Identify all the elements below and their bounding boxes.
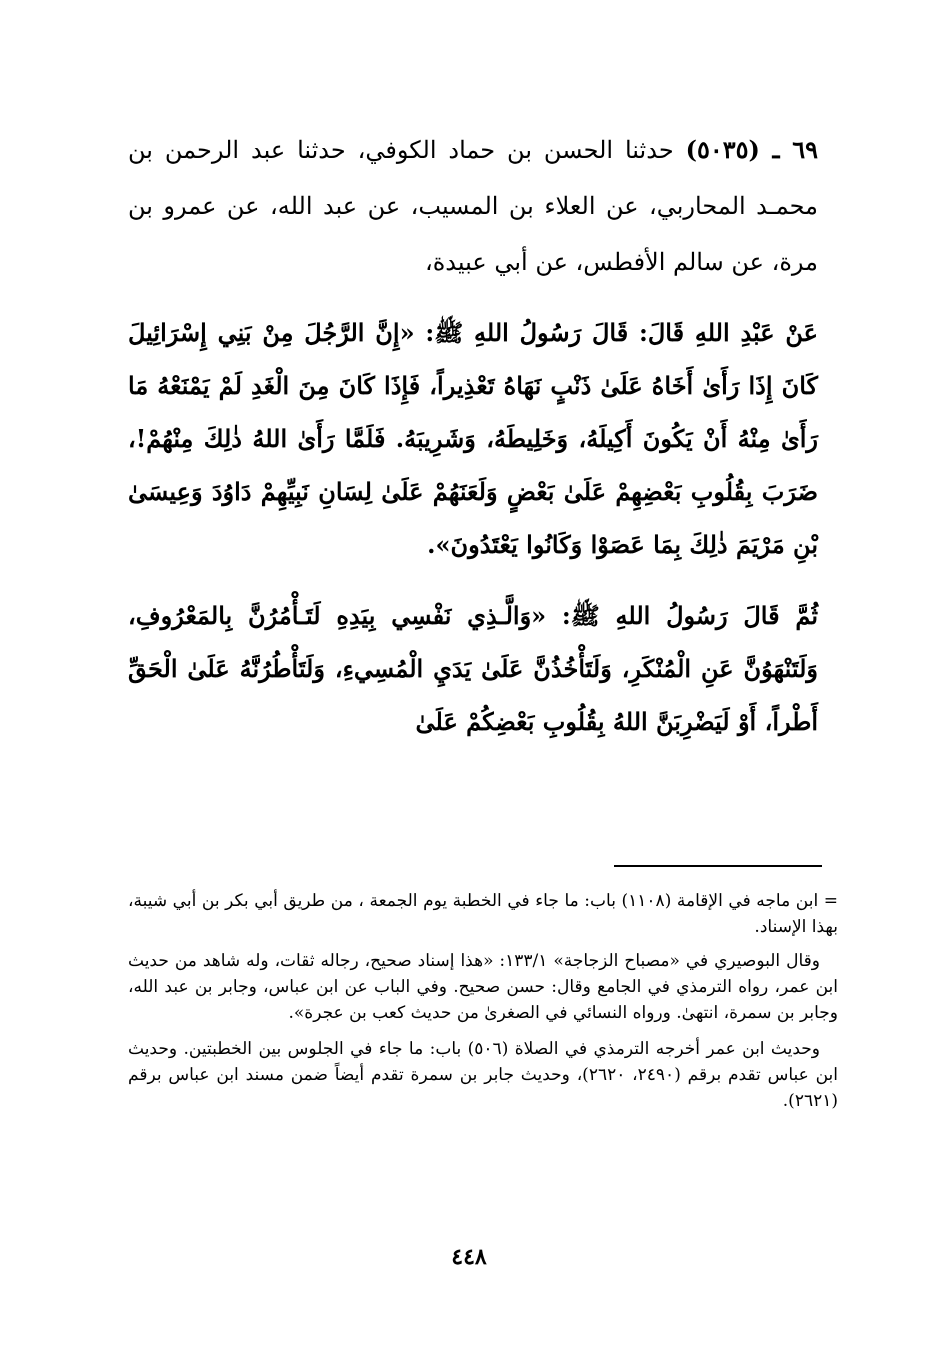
footnote-ibn-umar: وحديث ابن عمر أخرجه الترمذي في الصلاة (٥٠٦) باب: ما جاء في الجلوس بين الخطبتين. وحديث ابن عباس تقدم برقم (٢٤٩٠، ٢٦٢٠)، وحديث جابر بن سمرة تقدم أيضاً ضمن مسند ابن عباس برقم (٢٦٢١). [128,1039,839,1111]
isnad-text: حدثنا الحسن بن حماد الكوفي، حدثنا عبد الرحمن بن محمـد المحاربي، عن العلاء بن المسيب، عن عبد الله، عن عمرو بن مرة، عن سالم الأفطس، عن أبي عبيدة، [128,136,818,276]
footnotes [128,888,838,1114]
footnote-busiri: وقال البوصيري في «مصباح الزجاجة» ١٣٣/١: «هذا إسناد صحيح، رجاله ثقات، وله شاهد من حديث ابن عمر، رواه الترمذي في الجامع وقال: حسن صحيح. وفي الباب عن ابن عباس، وجابر بن عبد الله، وجابر بن سمرة، انتهىٰ. ورواه النسائي في الصغرىٰ من حديث كعب بن عجرة». [128,951,838,1023]
page-number: ٤٤٨ [451,1244,487,1270]
footnote-continuation: = ابن ماجه في الإقامة (١١٠٨) باب: ما جاء في الخطبة يوم الجمعة ، من طريق أبي بكر بن أبي شيبة، بهذا الإسناد. [128,891,838,937]
matn-paragraph-1: عَنْ عَبْدِ اللهِ قَالَ: قَالَ رَسُولُ اللهِ ﷺ: «إِنَّ الرَّجُلَ مِنْ بَنِي إِسْرَائِيلَ كَانَ إِذَا رَأَىٰ أَخَاهُ عَلَىٰ ذَنْبٍ نَهَاهُ تَعْذِيراً، فَإِذَا كَانَ مِنَ الْغَدِ لَمْ يَمْنَعْهُ مَا رَأَىٰ مِنْهُ أَنْ يَكُونَ أَكِيلَهُ، وَخَلِيطَهُ، وَشَرِيبَهُ. فَلَمَّا رَأَىٰ اللهُ ذٰلِكَ مِنْهُمْ!، ضَرَبَ بِقُلُوبِ بَعْضِهِمْ عَلَىٰ بَعْضٍ وَلَعَنَهُمْ عَلَىٰ لِسَانِ نَبِيِّهِمْ دَاوُدَ وَعِيسَىٰ بْنِ مَرْيَمَ ذٰلِكَ بِمَا عَصَوْا وَكَانُوا يَعْتَدُونَ». [128,318,818,559]
matn-paragraph-2: ثُمَّ قَالَ رَسُولُ اللهِ ﷺ: «وَالَّـذِي نَفْسِي بِيَدِهِ لَتَـأْمُرُنَّ بِالمَعْرُوفِ، وَلَتَنْهَوُنَّ عَنِ الْمُنْكَرِ، وَلَتَأْخُذُنَّ عَلَىٰ يَدَيِ الْمُسِيءِ، وَلَتَأْطُرُنَّهُ عَلَىٰ الْحَقِّ أَطْراً، أَوْ لَيَضْرِبَنَّ اللهُ بِقُلُوبِ بَعْضِكُمْ عَلَىٰ [128,601,818,736]
isnad-paragraph [128,122,818,290]
hadith-number: ٦٩ ـ (٥٠٣٥) [685,135,818,164]
main-text [128,122,818,748]
footnote-separator [614,865,822,867]
